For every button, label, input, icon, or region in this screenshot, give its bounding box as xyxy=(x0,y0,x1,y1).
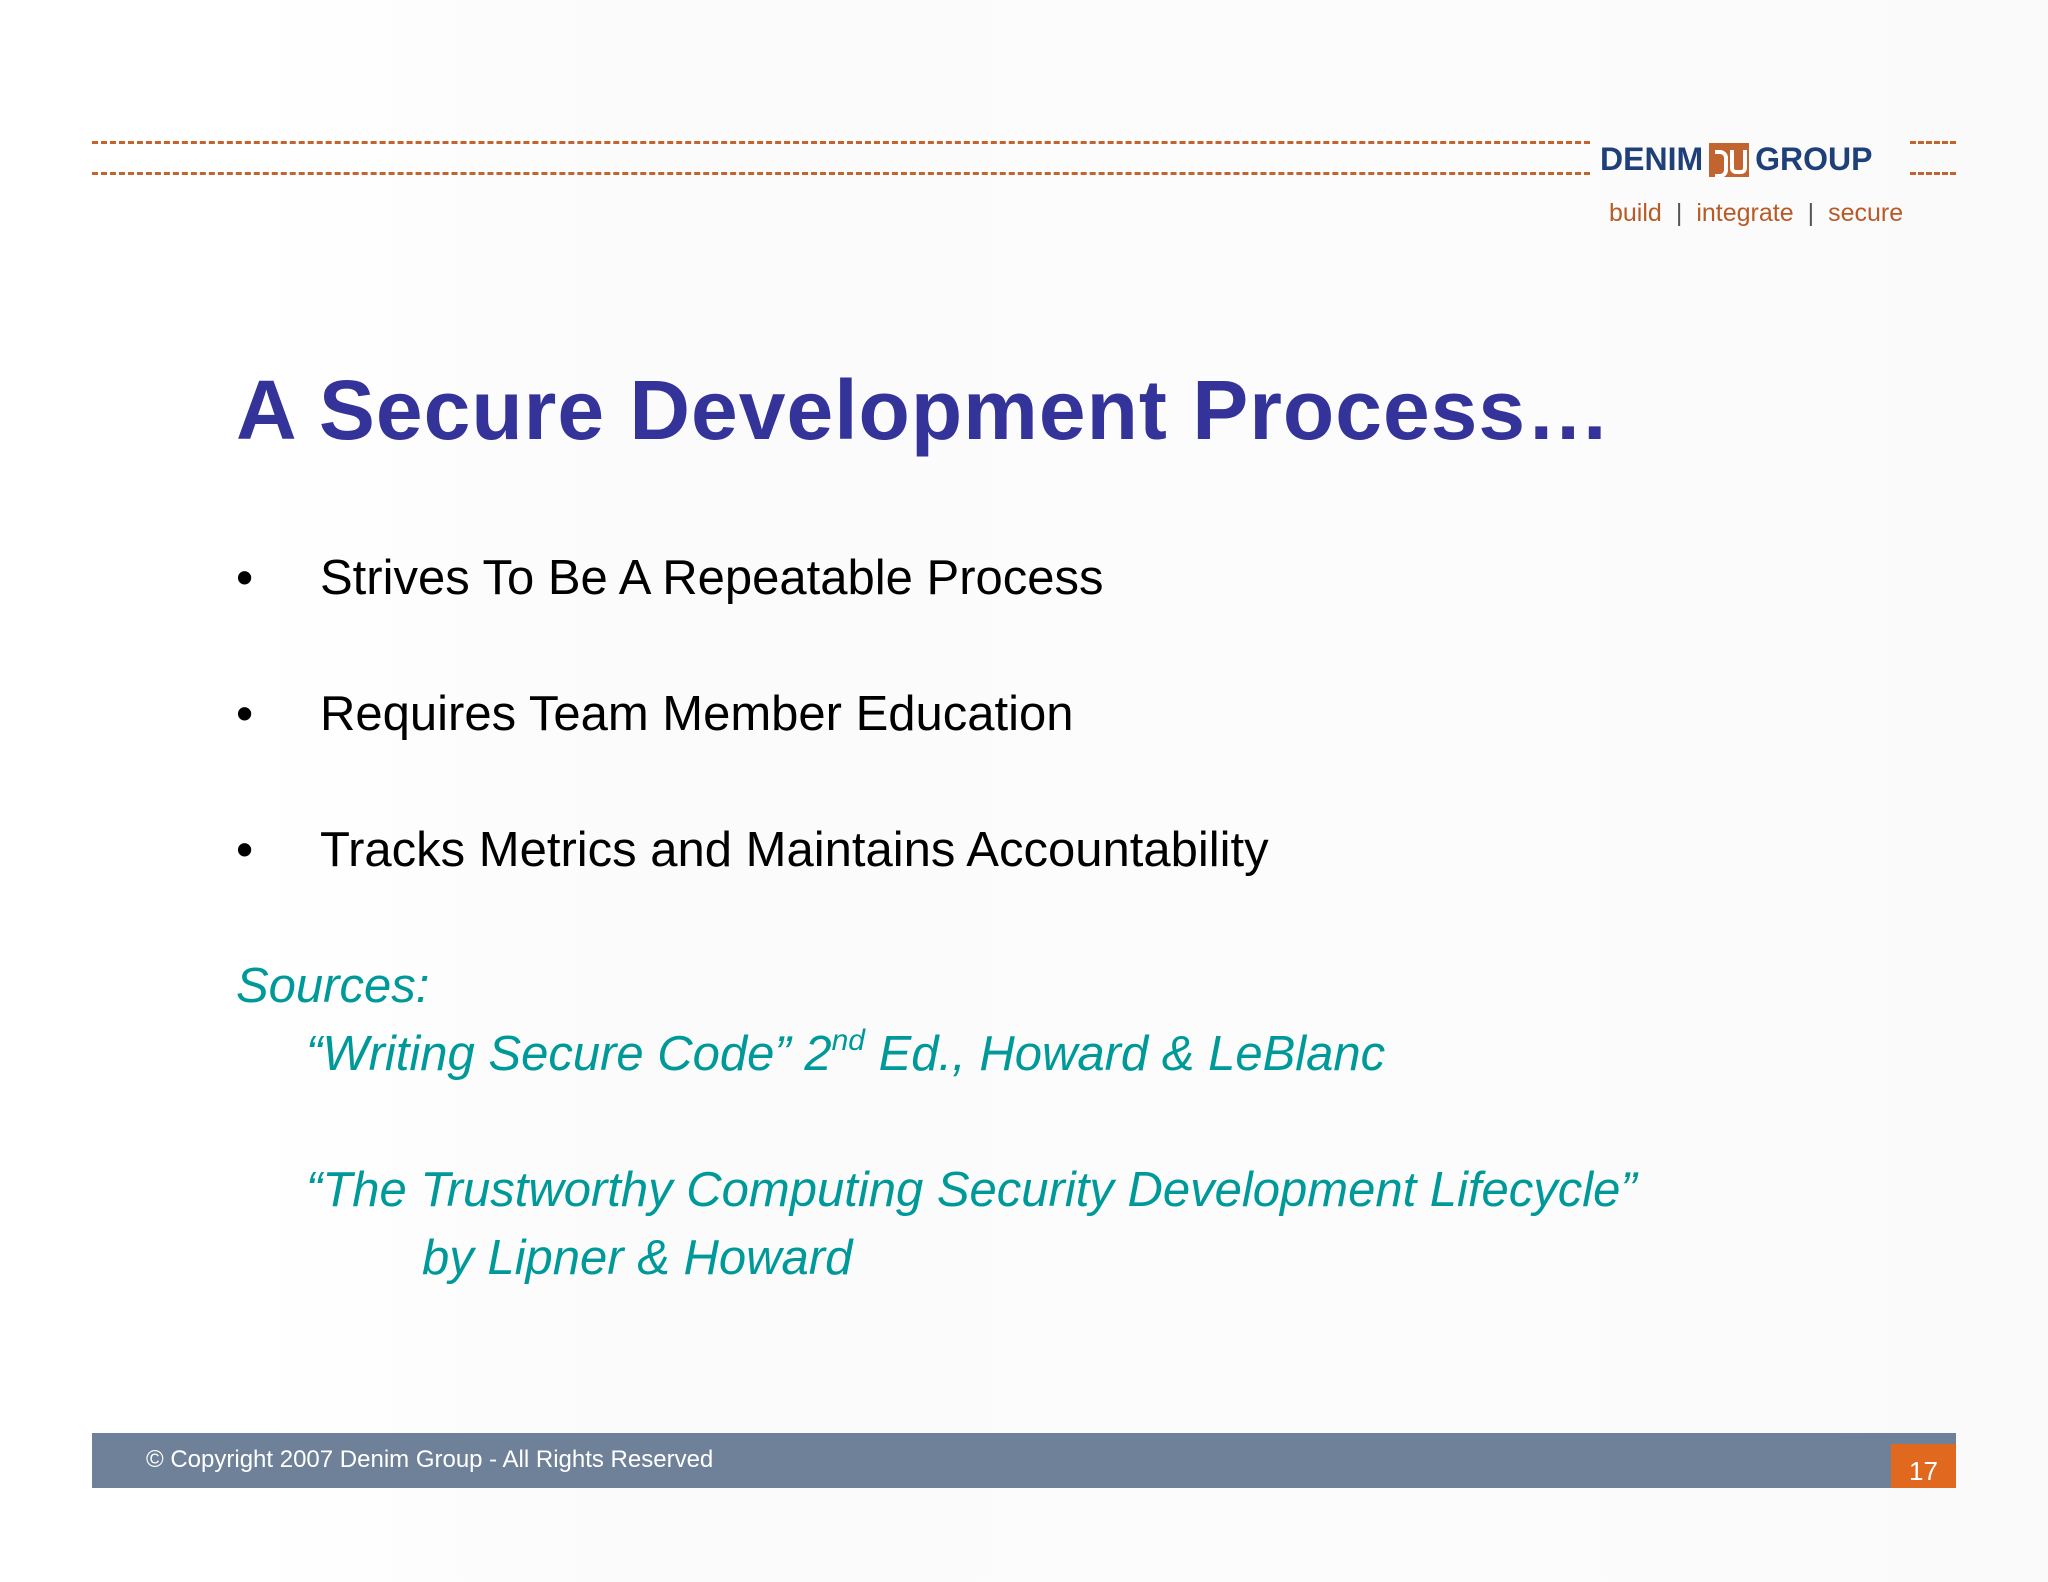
denim-group-logo xyxy=(1600,139,1900,181)
bullet-text: Strives To Be A Repeatable Process xyxy=(320,551,1104,605)
source-reference-1 xyxy=(306,1026,1385,1082)
tagline-integrate: integrate xyxy=(1696,199,1794,227)
logo-word-group: GROUP xyxy=(1755,141,1873,178)
bullet-text: Tracks Metrics and Maintains Accountability xyxy=(320,823,1269,877)
page-number-badge: 17 xyxy=(1891,1444,1956,1488)
bullet-marker: • xyxy=(236,823,254,877)
tagline xyxy=(1609,199,1903,228)
source-reference-1-authors: Ed., Howard & LeBlanc xyxy=(864,1027,1386,1081)
tagline-secure: secure xyxy=(1828,199,1904,227)
tagline-separator: | xyxy=(1807,199,1815,227)
slide-title: A Secure Development Process… xyxy=(236,363,1612,457)
copyright-notice: © Copyright 2007 Denim Group - All Rights Reserved xyxy=(146,1446,714,1473)
tagline-build: build xyxy=(1609,199,1662,227)
bullet-marker: • xyxy=(236,687,254,741)
header-dashed-line-bottom xyxy=(92,172,1590,175)
bullet-text: Requires Team Member Education xyxy=(320,687,1074,741)
sources-heading: Sources: xyxy=(236,959,430,1013)
tagline-separator: | xyxy=(1675,199,1683,227)
denim-group-logo-mark-icon xyxy=(1709,143,1749,177)
footer-bar xyxy=(92,1433,1956,1488)
source-reference-1-superscript: nd xyxy=(831,1024,865,1057)
source-reference-2-line-2: by Lipner & Howard xyxy=(422,1231,853,1285)
header-dashed-line-bottom-right xyxy=(1910,172,1956,175)
header-dashed-line-top xyxy=(92,141,1590,144)
source-reference-2-line-1: “The Trustworthy Computing Security Development Lifecycle” xyxy=(306,1163,1637,1217)
bullet-marker: • xyxy=(236,551,254,605)
source-reference-1-title: “Writing Secure Code” 2 xyxy=(306,1027,832,1081)
logo-word-denim: DENIM xyxy=(1600,141,1704,178)
header-dashed-line-top-right xyxy=(1910,141,1956,144)
